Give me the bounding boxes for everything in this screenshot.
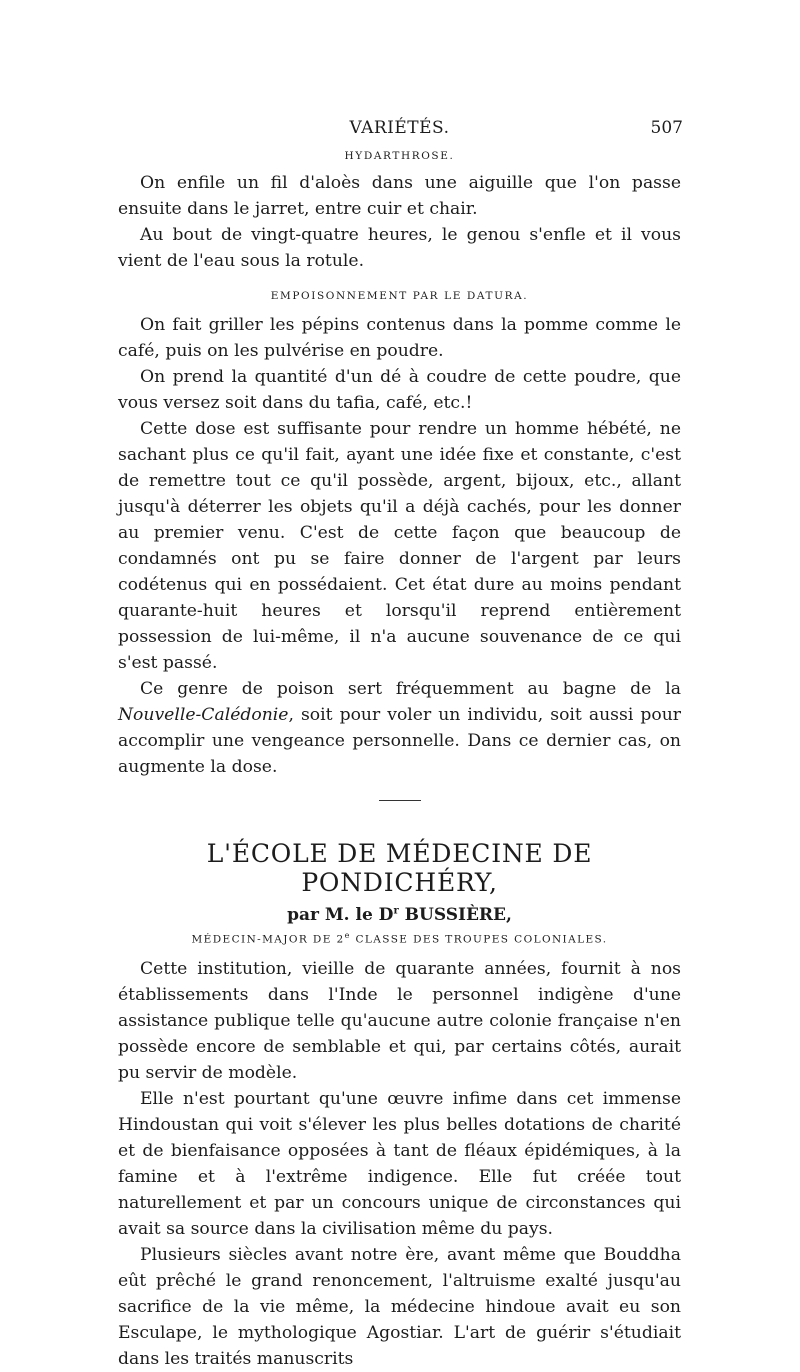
paragraph: Plusieurs siècles avant notre ère, avant même que Bouddha eût prêché le grand renoncement, l'altruisme exalté jusqu'au sacrifice de la vie même, la médecine hindoue avait eu son Esculape, le mythologique Agostiar. L'art de guérir s'étudiait dans les traités manuscrits (118, 1244, 681, 1369)
page (118, 118, 681, 1372)
paragraph: Cette dose est suffisante pour rendre un homme hébété, ne sachant plus ce qu'il fait, ayant une idée fixe et constante, c'est de remettre tout ce qu'il possède, argent, bijoux, etc., allant jusqu'à déterrer les objets qu'il a déjà cachés, pour les donner au premier venu. C'est de cette façon que beaucoup de condamnés ont pu se faire donner de l'argent par leurs codétenus qui en possédaient. Cet état dure au moins pendant quarante-huit heures et lorsqu'il reprend entièrement possession de lui-même, il n'a aucune souvenance de ce qui s'est passé. (118, 419, 681, 673)
paragraph: Au bout de vingt-quatre heures, le genou s'enfle et il vous vient de l'eau sous la rotule. (118, 225, 681, 271)
section-heading-hydarthrose: HYDARTHROSE. (344, 150, 455, 162)
page-number: 507 (650, 118, 683, 138)
section-heading-datura: EMPOISONNEMENT PAR LE DATURA. (270, 290, 529, 302)
byline-prefix: par M. le D (287, 905, 394, 925)
affiliation-sup: e (344, 931, 351, 940)
paragraph (118, 676, 681, 780)
section-divider (379, 800, 421, 801)
affiliation-suffix: CLASSE DES TROUPES COLONIALES. (350, 933, 608, 946)
paragraph: On enfile un fil d'aloès dans une aiguille que l'on passe ensuite dans le jarret, entre cuir et chair. (118, 173, 681, 219)
running-title: VARIÉTÉS. (349, 118, 450, 138)
running-head (118, 118, 681, 144)
affiliation-prefix: MÉDECIN-MAJOR DE 2 (191, 933, 345, 946)
paragraph: Cette institution, vieille de quarante années, fournit à nos établissements dans l'Inde le personnel indigène d'une assistance publique telle qu'aucune autre colonie française n'en possède encore de semblable et qui, par certains côtés, aurait pu servir de modèle. (118, 958, 681, 1083)
author-name: BUSSIÈRE, (398, 905, 512, 925)
text-run: , soit pour voler un individu, soit aussi pour accomplir une vengeance personnelle. Dans ce dernier cas, on augmente la dose. (118, 705, 681, 777)
byline-sup: r (393, 905, 399, 917)
paragraph: On fait griller les pépins contenus dans la pomme comme le café, puis on les pulvérise en poudre. (118, 315, 681, 361)
byline (118, 905, 681, 925)
author-affiliation (118, 931, 681, 946)
text-run: Ce genre de poison sert fréquemment au bagne de la (140, 679, 681, 699)
paragraph: On prend la quantité d'un dé à coudre de cette poudre, que vous versez soit dans du tafia, café, etc.! (118, 367, 681, 413)
article-title: L'ÉCOLE DE MÉDECINE DE PONDICHÉRY, (206, 839, 593, 897)
italic-place-name: Nouvelle-Calédonie (118, 705, 289, 725)
paragraph: Elle n'est pourtant qu'une œuvre infime dans cet immense Hindoustan qui voit s'élever les plus belles dotations de charité et de bienfaisance opposées à tant de fléaux épidémiques, à la famine et à l'extrême indigence. Elle fut créée tout naturellement et par un concours unique de circonstances qui avait sa source dans la civilisation même du pays. (118, 1088, 681, 1239)
